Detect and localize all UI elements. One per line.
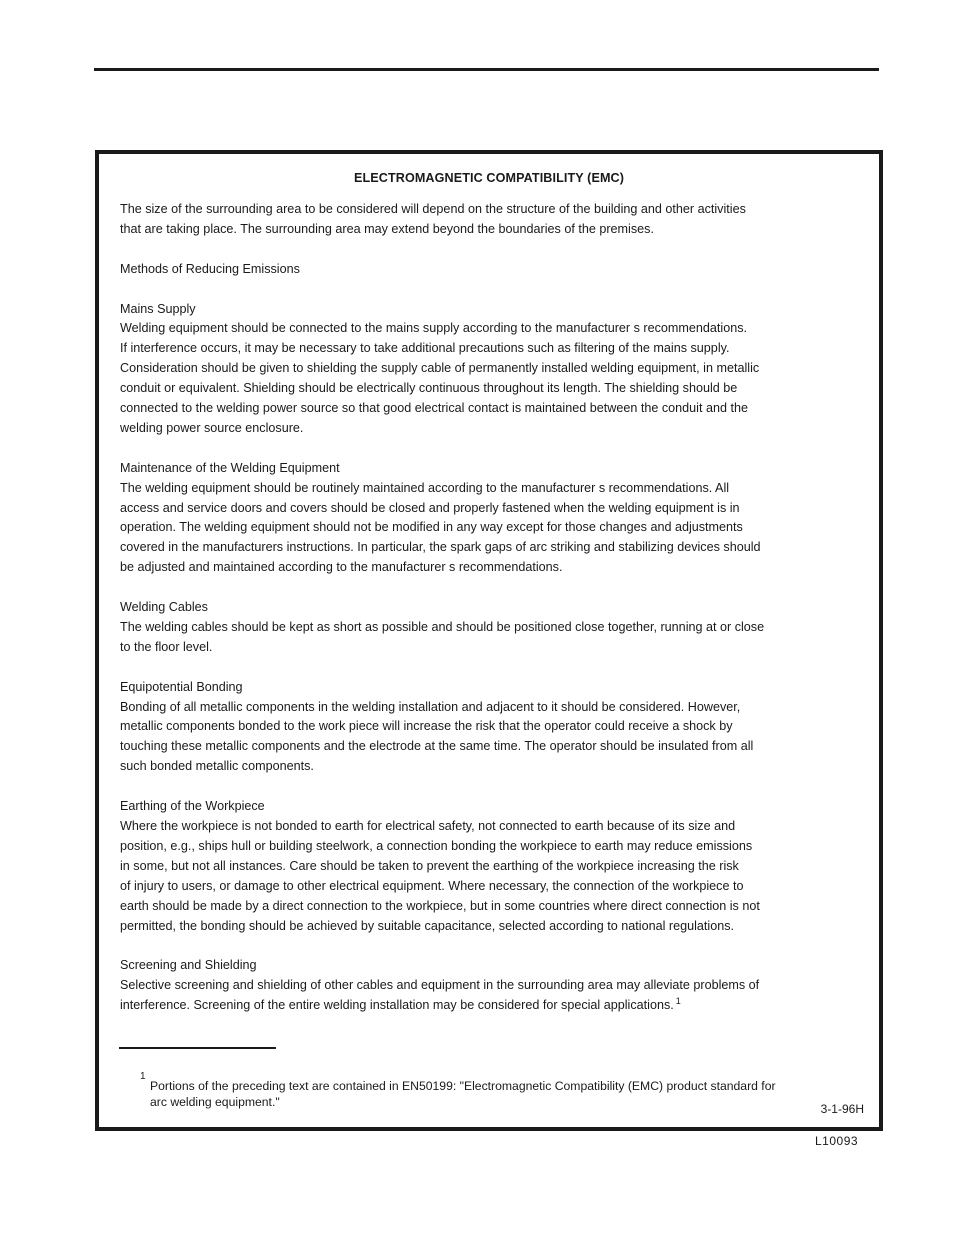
section-heading: Maintenance of the Welding Equipment: [120, 460, 340, 475]
section-screening: [120, 956, 820, 1016]
footnote-text: Portions of the preceding text are contained in EN50199: "Electromagnetic Compatibility (EMC) product standard for arc welding equipment.": [150, 1079, 776, 1109]
document-code: L10093: [815, 1134, 859, 1148]
section-text: [120, 976, 820, 1016]
section-text-content: Selective screening and shielding of other cables and equipment in the surrounding area may alleviate problems of interference. Screening of the entire welding installation may be considered for special applications.: [120, 978, 760, 1013]
footnote-reference: 1: [675, 996, 681, 1007]
date-code: 3-1-96H: [820, 1102, 864, 1116]
top-rule: [94, 68, 879, 71]
footnote-number: 1: [140, 1071, 146, 1082]
section-maintenance: [120, 459, 820, 578]
page-title: ELECTROMAGNETIC COMPATIBILITY (EMC): [353, 171, 625, 185]
section-text: Bonding of all metallic components in the welding installation and adjacent to it should be considered. However, metallic components bonded to the work piece will increase the risk that the operator could receive a shock by touching these metallic components and the electrode at the same time. The operator should be insulated from all such bonded metallic components.: [120, 699, 754, 774]
body-text: [120, 200, 820, 1036]
section-equipotential-bonding: [120, 678, 820, 778]
intro-paragraph: The size of the surrounding area to be considered will depend on the structure of the building and other activities that are taking place. The surrounding area may extend beyond the boundaries of the premises.: [120, 202, 746, 236]
section-earthing: [120, 797, 820, 936]
section-heading: Earthing of the Workpiece: [120, 799, 265, 814]
section-text: Where the workpiece is not bonded to earth for electrical safety, not connected to earth because of its size and position, e.g., ships hull or building steelwork, a connection bonding the workpiece to earth may reduce emissions in some, but not all instances. Care should be taken to prevent the earthing of the workpiece increasing the risk of injury to users, or damage to other electrical equipment. Where necessary, the connection of the workpiece to earth should be made by a direct connection to the workpiece, but in some countries where direct connection is not permitted, the bonding should be achieved by suitable capacitance, selected according to national regulations.: [120, 819, 760, 933]
section-heading: Equipotential Bonding: [120, 679, 243, 694]
section-mains-supply: [120, 300, 820, 439]
section-heading: Screening and Shielding: [120, 958, 257, 973]
emc-notice-box: [95, 150, 883, 1131]
section-text: The welding equipment should be routinely maintained according to the manufacturer s recommendations. All access and service doors and covers should be closed and properly fastened when the welding equipment is in operation. The welding equipment should not be modified in any way except for those changes and adjustments covered in the manufacturers instructions. In particular, the spark gaps of arc striking and stabilizing devices should be adjusted and maintained according to the manufacturer s recommendations.: [120, 480, 761, 575]
section-text: The welding cables should be kept as short as possible and should be positioned close together, running at or close to the floor level.: [120, 619, 765, 654]
footnote-rule: [119, 1047, 276, 1049]
section-heading: Mains Supply: [120, 301, 196, 316]
section-text: Welding equipment should be connected to the mains supply according to the manufacturer s recommendations. If interference occurs, it may be necessary to take additional precautions such as filtering of the mains supply. Consideration should be given to shielding the supply cable of permanently installed welding equipment, in metallic conduit or equivalent. Shielding should be electrically continuous throughout its length. The shielding should be connected to the welding power source so that good electrical contact is maintained between the conduit and the welding power source enclosure.: [120, 321, 760, 435]
section-heading: Welding Cables: [120, 600, 208, 615]
methods-heading: Methods of Reducing Emissions: [120, 261, 300, 276]
section-welding-cables: [120, 598, 820, 658]
